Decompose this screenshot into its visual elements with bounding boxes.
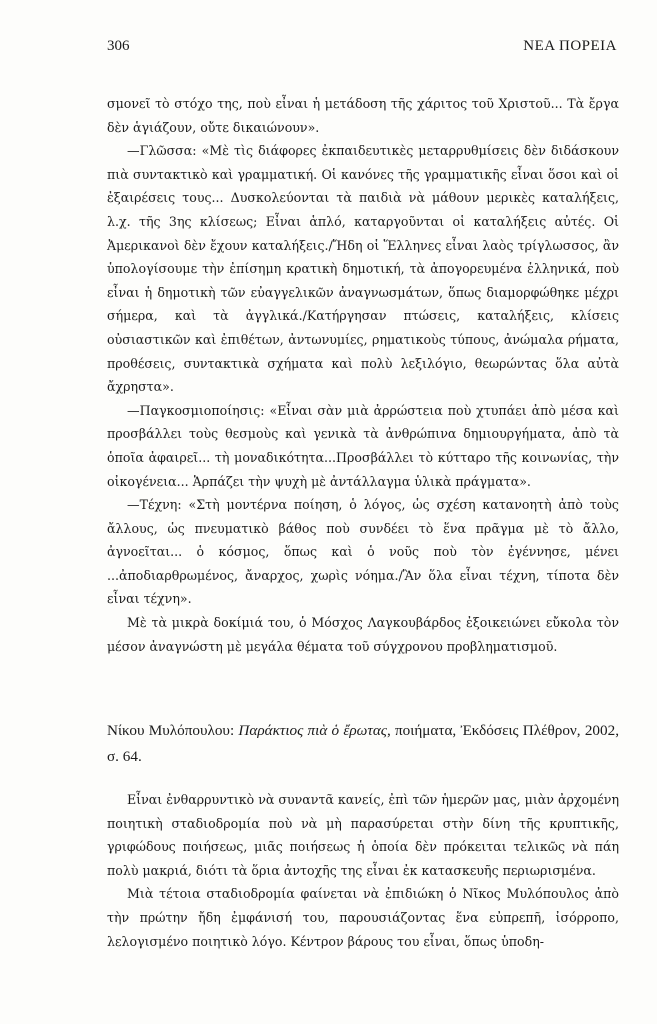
paragraph: —Παγκοσμιοποίησις: «Εἶναι σὰν μιὰ ἀρρώστεια ποὺ χτυπάει ἀπὸ μέσα καὶ προσβάλλει τοὺς θεσμοὺς καὶ γενικὰ τὰ ἀνθρώπινα δημιουργήματα, ἀπὸ τὰ ὁποῖα ἀφαιρεῖ... τὴ μοναδικότητα...Προσβάλλει τὸ κύτταρο τῆς κοινωνίας, τὴν οἰκογένεια... Ἁρπάζει τὴν ψυχὴ μὲ ἀντάλλαγμα ὑλικὰ πράγματα». [107, 402, 619, 489]
review-text-top [107, 92, 619, 658]
reference-details: , ποιήματα, Ἐκδόσεις Πλέθρον, 2002, σ. 64. [107, 722, 619, 765]
paragraph: —Γλῶσσα: «Μὲ τὶς διάφορες ἐκπαιδευτικὲς μεταρρυθμίσεις δὲν διδάσκουν πιὰ συντακτικὸ καὶ γραμματική. Οἱ κανόνες τῆς γραμματικῆς εἶναι ὅσοι καὶ οἱ ἐξαιρέσεις τους... Δυσκολεύονται τὰ παιδιὰ νὰ μάθουν μερικὲς καταλήξεις, λ.χ. τῆς 3ης κλίσεως; Εἶναι ἁπλό, καταργοῦνται οἱ καταλήξεις αὐτές. Οἱ Ἀμερικανοὶ δὲν ἔχουν καταλήξεις./Ἤδη οἱ Ἕλληνες εἶναι λαὸς τρίγλωσσος, ἂν ὑπολογίσουμε τὴν ἐπίσημη κρατικὴ δημοτική, τὰ ἀπογορευμένα ἑλληνικά, ποὺ εἶναι ἡ δημοτικὴ τῶν εὐαγγελικῶν ἀναγνωσμάτων, ὅπως διαμορφώθηκε μέχρι σήμερα, καὶ τὰ ἀγγλικά./Κατήργησαν πτώσεις, καταλήξεις, κλίσεις οὐσιαστικῶν καὶ ἐπιθέτων, ἀντωνυμίες, ρηματικοὺς τύπους, ἀνώμαλα ρήματα, προθέσεις, συντακτικὰ σχήματα καὶ πολὺ λεξιλόγιο, θεωρώντας ὅλα αὐτὰ ἄχρηστα». [107, 143, 619, 395]
paragraph: Μιὰ τέτοια σταδιοδρομία φαίνεται νὰ ἐπιδιώκη ὁ Νῖκος Μυλόπουλος ἀπὸ τὴν πρώτην ἤδη ἐμφάνισή του, παρουσιάζοντας ἕνα εὐπρεπῆ, ἰσόρροπο, λελογισμένο ποιητικὸ λόγο. Κέντρον βάρους του εἶναι, ὅπως ὑποδη- [107, 886, 619, 949]
reference-title: Παράκτιος πιὰ ὁ ἔρωτας [238, 722, 387, 739]
paragraph: —Τέχνη: «Στὴ μοντέρνα ποίηση, ὁ λόγος, ὡς σχέση κατανοητὴ ἀπὸ τοὺς ἄλλους, ὡς πνευματικὸ βάθος ποὺ συνδέει τὸ ἕνα πρᾶγμα μὲ τὸ ἄλλο, ἀγνοεῖται... ὁ κόσμος, ὅπως καὶ ὁ νοῦς ποὺ τὸν ἐγέννησε, μένει ...ἀποδιαρθρωμένος, ἄναρχος, χωρὶς νόημα./Ἂν ὅλα εἶναι τέχνη, τίποτα δὲν εἶναι τέχνη». [107, 497, 619, 607]
paragraph: σμονεῖ τὸ στόχο της, ποὺ εἶναι ἡ μετάδοση τῆς χάριτος τοῦ Χριστοῦ... Τὰ ἔργα δὲν ἁγιάζουν, οὔτε δικαιώνουν». [107, 96, 619, 135]
book-reference [107, 718, 619, 770]
paragraph: Μὲ τὰ μικρὰ δοκίμιά του, ὁ Μόσχος Λαγκουβάρδος ἐξοικειώνει εὔκολα τὸν μέσον ἀναγνώστη μὲ μεγάλα θέματα τοῦ σύγχρονου προβληματισμοῦ. [107, 615, 619, 654]
reference-author: Νίκου Μυλόπουλου: [107, 722, 239, 739]
page-number: 306 [107, 38, 130, 54]
journal-title: ΝΕΑ ΠΟΡΕΙΑ [523, 38, 617, 54]
page-header [107, 38, 617, 58]
paragraph: Εἶναι ἐνθαρρυντικὸ νὰ συναντᾶ κανείς, ἐπὶ τῶν ἡμερῶν μας, μιὰν ἀρχομένη ποιητικὴ σταδιοδρομία ποὺ νὰ μὴ παρασύρεται στὴν δίνη τῆς κρυπτικῆς, γριφώδους ποιήσεως, μιᾶς ποιήσεως ἡ ὁποία δὲν πρόκειται τελικῶς νὰ πάη πολὺ μακριά, διότι τὰ ὅρια ἀντοχῆς της εἶναι ἐκ κατασκευῆς περιωρισμένα. [107, 792, 619, 878]
review-text-bottom [107, 788, 619, 953]
